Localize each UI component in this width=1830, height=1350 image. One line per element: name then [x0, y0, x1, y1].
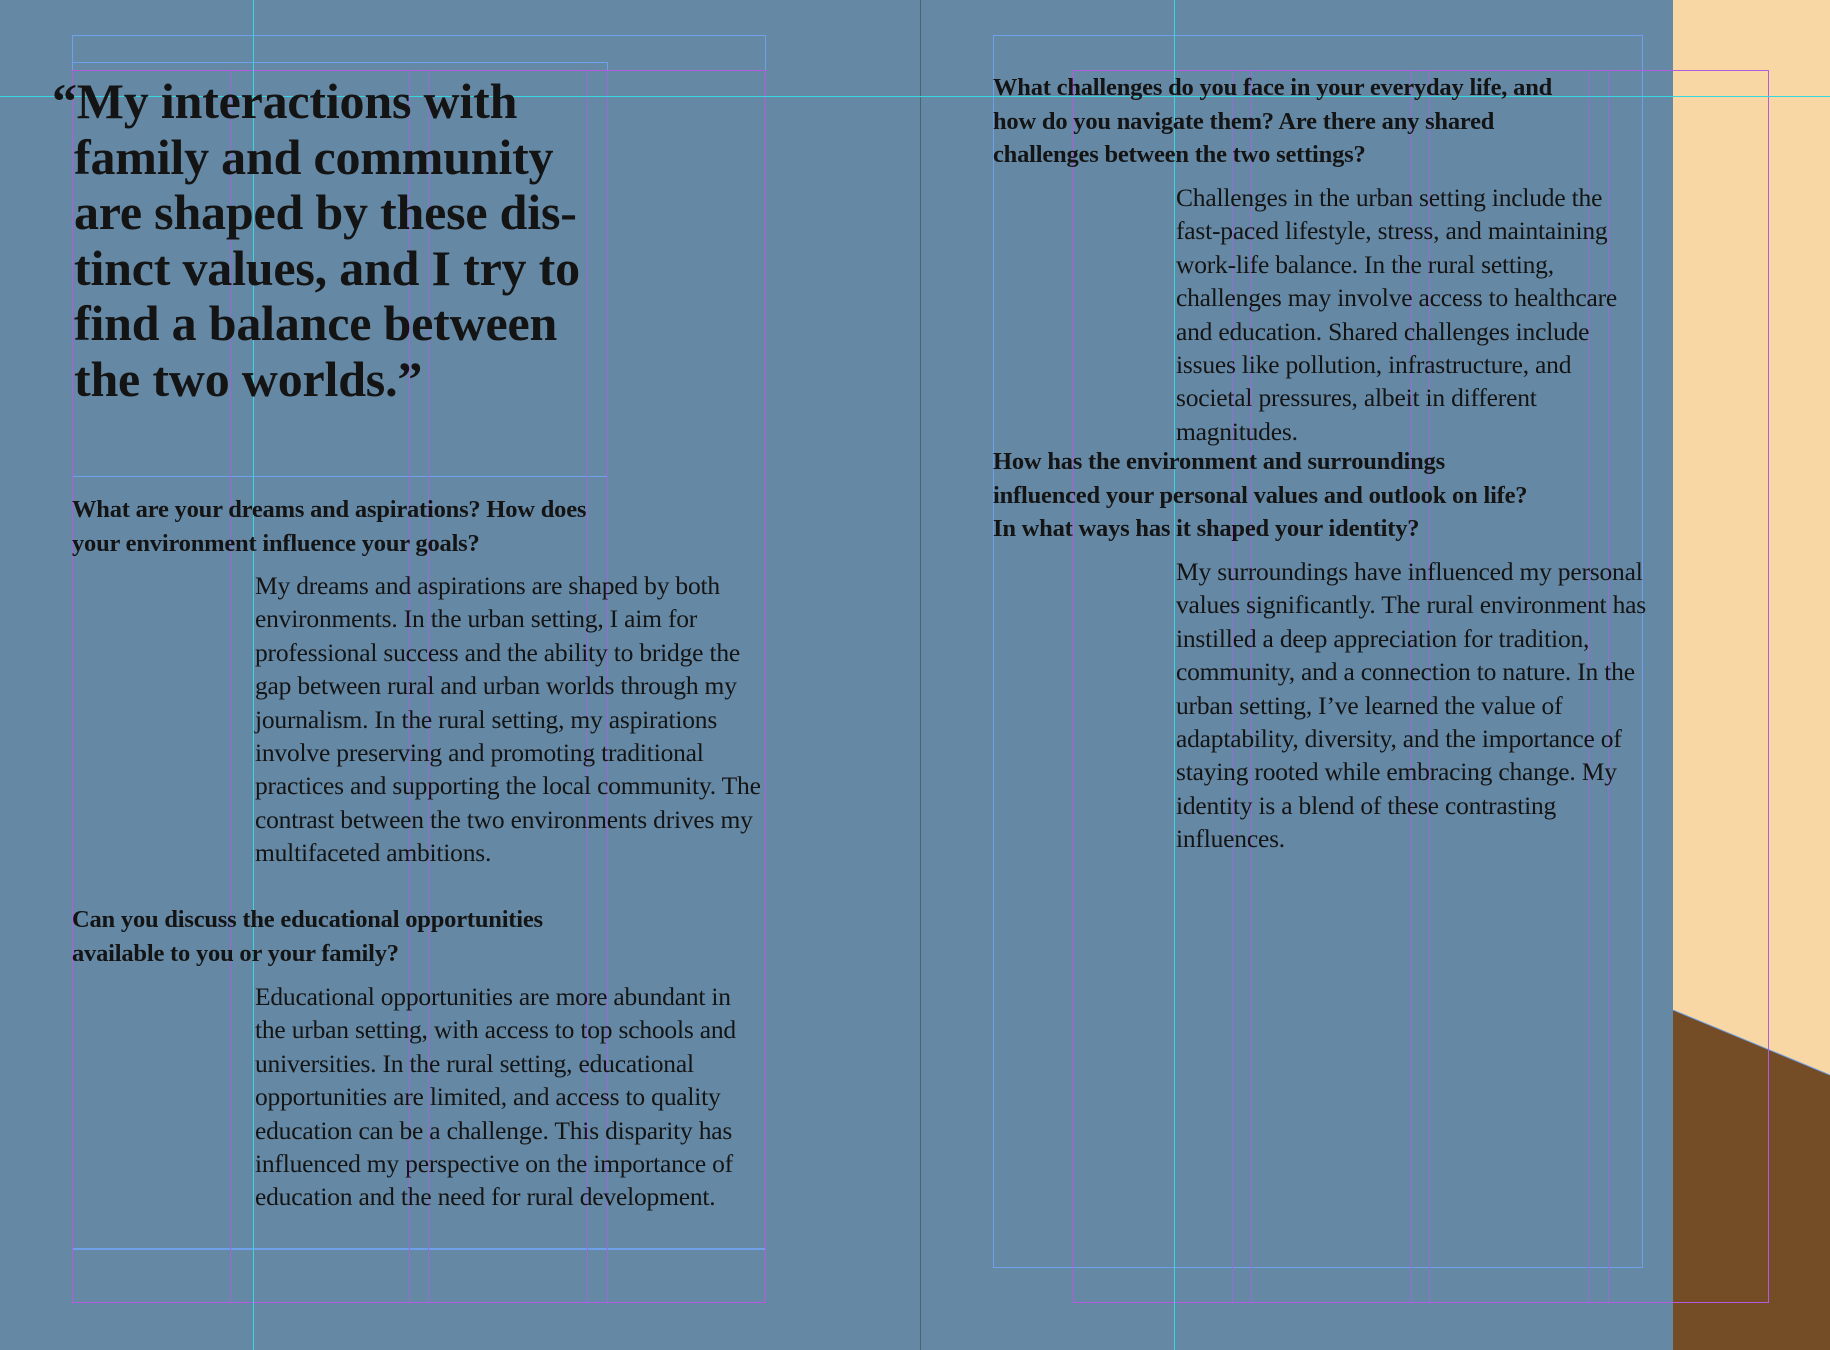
pull-quote: “My interactions with family and community are shaped by these distinct values, and I try to find a balance between the two worlds.”: [52, 73, 580, 407]
question-values: How has the environment and surroundings influenced your personal values and outlook on life? In what ways has it shaped your identity?: [993, 448, 1528, 542]
question-dreams: What are your dreams and aspirations? How does your environment influence your goals?: [72, 496, 587, 557]
answer-values: My surroundings have influenced my personal values significantly. The rural environment has instilled a deep appreciation for tradition, community, and a connection to nature. In the urban setting, I’ve learned the value of adaptability, diversity, and the importance of staying rooted while embracing change. My identity is a blend of these contrasting influences.: [1176, 557, 1647, 854]
answer-challenges: Challenges in the urban setting include the fast-paced lifestyle, stress, and maintaining work-life balance. In the rural setting, challenges may involve access to healthcare and education. Shared challenges include issues like pollution, infrastructure, and societal pressures, albeit in different magnitudes.: [1176, 183, 1617, 446]
question-challenges: What challenges do you face in your everyday life, and how do you navigate them? Are there any shared challenges between the two settings?: [993, 74, 1553, 168]
answer-education: Educational opportunities are more abundant in the urban setting, with access to top schools and universities. In the rural setting, educational opportunities are limited, and access to quality education can be a challenge. This disparity has influenced my perspective on the importance of education and the need for rural development.: [255, 982, 736, 1212]
question-education: Can you discuss the educational opportunities available to you or your family?: [72, 906, 543, 967]
vertical-ruler-guide-right[interactable]: [1174, 0, 1175, 1350]
page-spine: [920, 0, 921, 1350]
answer-dreams: My dreams and aspirations are shaped by both environments. In the urban setting, I aim for professional success and the ability to bridge the gap between rural and urban worlds through my journalism. In the rural setting, my aspirations involve preserving and promoting traditional practices and supporting the local community. The contrast between the two environments drives my multifaceted ambitions.: [255, 571, 761, 868]
